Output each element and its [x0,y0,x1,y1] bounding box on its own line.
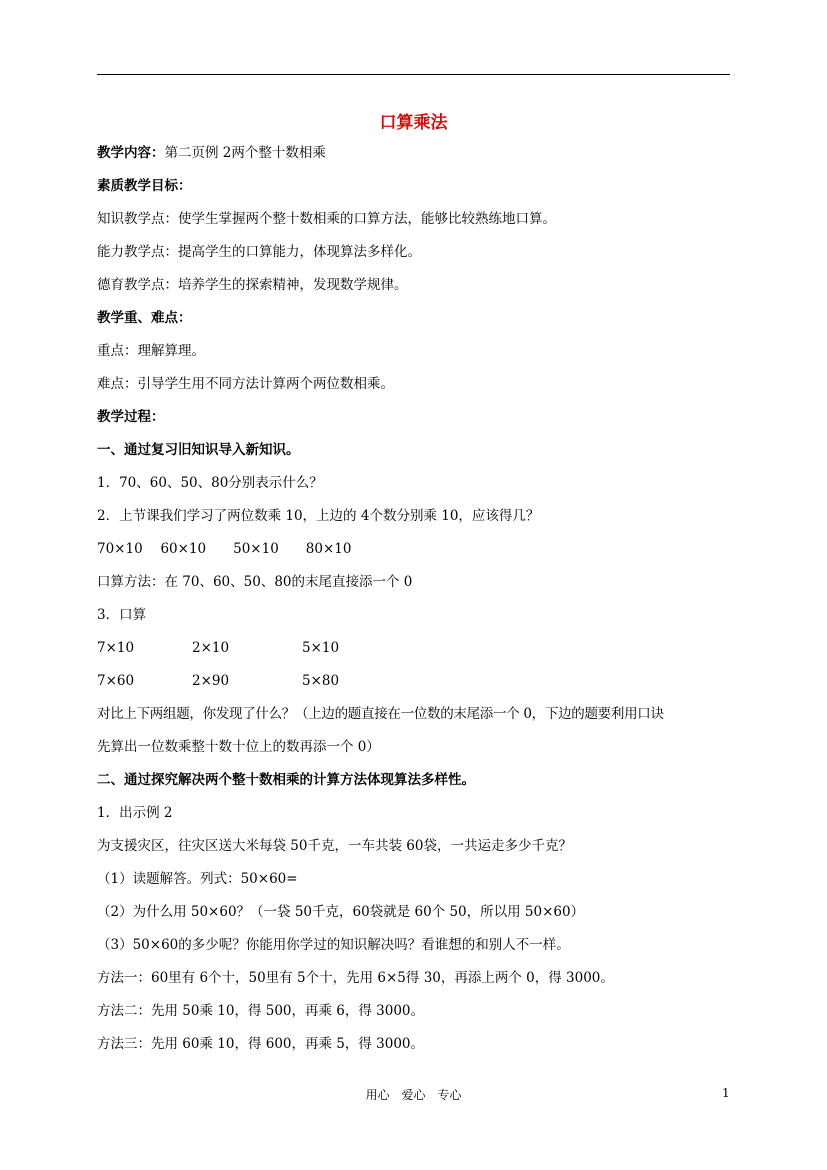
page-footer [0,1086,827,1103]
teaching-content-line [97,145,737,161]
knowledge-point: 知识教学点：使学生掌握两个整十数相乘的口算方法，能够比较熟练地口算。 [97,211,556,227]
method-one: 方法一：60里有 6个十，50里有 5个十，先用 6×5得 30，再添上两个 0，得 3000。 [97,970,614,986]
oral-method: 口算方法：在 70、60、50、80的末尾直接添一个 0 [97,574,413,590]
comparison-line-1: 对比上下两组题，你发现了什么？（上边的题直接在一位数的末尾添一个 0，下边的题要利用口诀 [97,706,664,722]
section-one-heading: 一、通过复习旧知识导入新知识。 [97,442,300,458]
document-body [97,145,737,1069]
teaching-content-label: 教学内容： [97,145,165,161]
grid-cell: 7×60 [97,673,135,689]
key-heading: 教学重、难点： [97,310,192,326]
problem-statement: 为支援灾区，往灾区送大米每袋 50千克，一车共装 60袋，一共运走多少千克？ [97,838,572,854]
moral-point: 德育教学点：培养学生的探索精神，发现数学规律。 [97,277,408,293]
grid-cell: 7×10 [97,640,135,656]
step-three: （3）50×60的多少呢？你能用你学过的知识解决吗？看谁想的和别人不一样。 [97,937,570,953]
footer-item: 爱心 [401,1088,426,1102]
page-number: 1 [722,1086,730,1100]
process-heading: 教学过程： [97,409,165,425]
method-two: 方法二：先用 50乘 10，得 500，再乘 6，得 3000。 [97,1003,425,1019]
ability-point: 能力教学点：提高学生的口算能力，体现算法多样化。 [97,244,421,260]
grid-cell: 5×80 [302,673,340,689]
question-two: 2．上节课我们学习了两位数乘 10，上边的 4个数分别乘 10，应该得几？ [97,508,540,524]
method-three: 方法三：先用 60乘 10，得 600，再乘 5，得 3000。 [97,1036,425,1052]
difficult-point: 难点：引导学生用不同方法计算两个两位数相乘。 [97,376,394,392]
teaching-content-text: 第二页例 2两个整十数相乘 [164,145,326,161]
step-two: （2）为什么用 50×60？（一袋 50千克，60袋就是 60个 50，所以用 50×60） [97,904,585,920]
example-label: 1．出示例 2 [97,805,173,821]
question-three: 3．口算 [97,607,147,623]
key-point: 重点：理解算理。 [97,343,205,359]
step-one: （1）读题解答。列式：50×60= [97,871,298,887]
grid-cell: 2×10 [192,640,230,656]
goal-heading: 素质教学目标： [97,178,192,194]
footer-item: 专心 [437,1088,462,1102]
document-title: 口算乘法 [379,113,448,133]
section-two-heading: 二、通过探究解决两个整十数相乘的计算方法体现算法多样性。 [97,772,475,788]
grid-cell: 2×90 [192,673,230,689]
multiplication-row: 70×10 60×10 50×10 80×10 [97,541,352,557]
header-rule [97,74,730,75]
oral-grid-row-1 [97,640,737,656]
footer-item: 用心 [365,1088,390,1102]
grid-cell: 5×10 [302,640,340,656]
comparison-line-2: 先算出一位数乘整十数十位上的数再添一个 0） [97,739,380,755]
oral-grid-row-2 [97,673,737,689]
question-one: 1．70、60、50、80分别表示什么？ [97,475,323,491]
